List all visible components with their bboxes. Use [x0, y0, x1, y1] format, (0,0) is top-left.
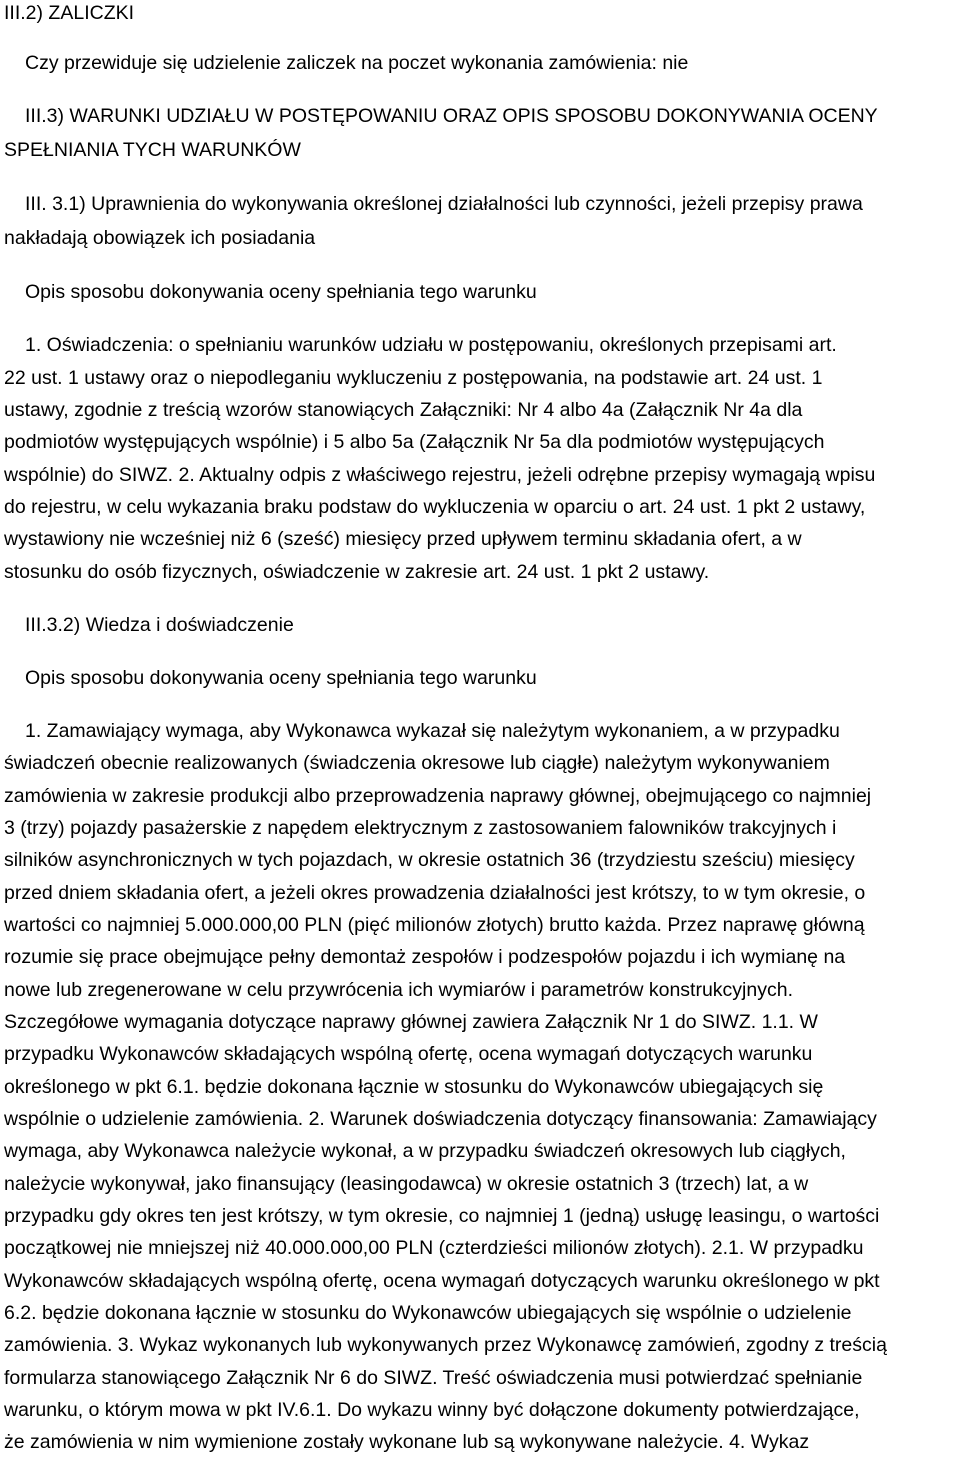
wiedza-body-line: przypadku gdy okres ten jest krótszy, w tym okresie, co najmniej 1 (jedną) usługę leasingu, o wartości [4, 1205, 880, 1227]
wiedza-body-line: wymaga, aby Wykonawca należycie wykonał, a w przypadku świadczeń okresowych lub ciągłych, [4, 1140, 846, 1162]
uprawnienia-body-line: stosunku do osób fizycznych, oświadczenie w zakresie art. 24 ust. 1 pkt 2 ustawy. [4, 561, 710, 583]
zaliczki-question: Czy przewiduje się udzielenie zaliczek na poczet wykonania zamówienia: nie [25, 52, 689, 74]
wiedza-body-line: 1. Zamawiający wymaga, aby Wykonawca wykazał się należytym wykonaniem, a w przypadku [25, 720, 840, 742]
wiedza-body-line: 6.2. będzie dokonana łącznie w stosunku do Wykonawców ubiegających się wspólnie o udzielenie [4, 1302, 852, 1324]
wiedza-body-line: określonego w pkt 6.1. będzie dokonana łącznie w stosunku do Wykonawców ubiegających się [4, 1076, 824, 1098]
uprawnienia-body-line: ustawy, zgodnie z treścią wzorów stanowiących Załączniki: Nr 4 albo 4a (Załącznik Nr 4a dla [4, 399, 803, 421]
wiedza-body-line: należycie wykonywał, jako finansujący (leasingodawca) w okresie ostatnich 3 (trzech) lat, a w [4, 1173, 809, 1195]
uprawnienia-body-line: do rejestru, w celu wykazania braku podstaw do wykluczenia w oparciu o art. 24 ust. 1 pkt 2 ustawy, [4, 496, 866, 518]
section-heading-warunki-line1: III.3) WARUNKI UDZIAŁU W POSTĘPOWANIU ORAZ OPIS SPOSOBU DOKONYWANIA OCENY [25, 105, 878, 127]
wiedza-body-line: zamówienia. 3. Wykaz wykonanych lub wykonywanych przez Wykonawcę zamówień, zgodny z treścią [4, 1334, 887, 1356]
wiedza-body-line: wartości co najmniej 5.000.000,00 PLN (pięć milionów złotych) brutto każda. Przez naprawę główną [4, 914, 865, 936]
wiedza-body-line: przypadku Wykonawców składających wspólną ofertę, ocena wymagań dotyczących warunku [4, 1043, 813, 1065]
wiedza-body-line: Wykonawców składających wspólną ofertę, ocena wymagań dotyczących warunku określonego w pkt [4, 1270, 880, 1292]
wiedza-body-line: świadczeń obecnie realizowanych (świadczenia okresowe lub ciągłe) należytym wykonywaniem [4, 752, 830, 774]
opis-label-wiedza: Opis sposobu dokonywania oceny spełniania tego warunku [25, 667, 537, 689]
uprawnienia-body-line: 22 ust. 1 ustawy oraz o niepodleganiu wykluczeniu z postępowania, na podstawie art. 24 ust. 1 [4, 367, 823, 389]
uprawnienia-body-line: wystawiony nie wcześniej niż 6 (sześć) miesięcy przed upływem terminu składania ofert, a w [4, 528, 802, 550]
subsection-heading-wiedza: III.3.2) Wiedza i doświadczenie [25, 614, 294, 636]
section-heading-warunki-line2: SPEŁNIANIA TYCH WARUNKÓW [4, 139, 301, 161]
wiedza-body-line: przed dniem składania ofert, a jeżeli okres prowadzenia działalności jest krótszy, to w tym okresie, o [4, 882, 866, 904]
wiedza-body-line: 3 (trzy) pojazdy pasażerskie z napędem elektrycznym z zastosowaniem falowników trakcyjnych i [4, 817, 837, 839]
subsection-heading-uprawnienia-line1: III. 3.1) Uprawnienia do wykonywania określonej działalności lub czynności, jeżeli przepisy prawa [25, 193, 863, 215]
wiedza-body-line: zamówienia w zakresie produkcji albo przeprowadzenia naprawy głównej, obejmującego co najmniej [4, 785, 872, 807]
uprawnienia-body-line: podmiotów występujących wspólnie) i 5 albo 5a (Załącznik Nr 5a dla podmiotów występujących [4, 431, 825, 453]
wiedza-body-line: nowe lub zregenerowane w celu przywrócenia ich wymiarów i parametrów konstrukcyjnych. [4, 979, 793, 1001]
wiedza-body-line: warunku, o którym mowa w pkt IV.6.1. Do wykazu winny być dołączone dokumenty potwierdzające, [4, 1399, 860, 1421]
uprawnienia-body-line: wspólnie) do SIWZ. 2. Aktualny odpis z właściwego rejestru, jeżeli odrębne przepisy wymagają wpisu [4, 464, 876, 486]
opis-label-uprawnienia: Opis sposobu dokonywania oceny spełniania tego warunku [25, 281, 537, 303]
wiedza-body-line: Szczegółowe wymagania dotyczące naprawy głównej zawiera Załącznik Nr 1 do SIWZ. 1.1. W [4, 1011, 818, 1033]
uprawnienia-body-line: 1. Oświadczenia: o spełnianiu warunków udziału w postępowaniu, określonych przepisami art. [25, 334, 837, 356]
wiedza-body-line: rozumie się prace obejmujące pełny demontaż zespołów i podzespołów pojazdu i ich wymianę na [4, 946, 846, 968]
wiedza-body-line: wspólnie o udzielenie zamówienia. 2. Warunek doświadczenia dotyczący finansowania: Zamawiający [4, 1108, 877, 1130]
wiedza-body-line: silników asynchronicznych w tych pojazdach, w okresie ostatnich 36 (trzydziestu sześciu) miesięcy [4, 849, 855, 871]
wiedza-body-line: początkowej nie mniejszej niż 40.000.000,00 PLN (czterdzieści milionów złotych). 2.1. W przypadku [4, 1237, 864, 1259]
wiedza-body-line: formularza stanowiącego Załącznik Nr 6 do SIWZ. Treść oświadczenia musi potwierdzać spełnianie [4, 1367, 863, 1389]
section-heading-zaliczki: III.2) ZALICZKI [4, 2, 135, 24]
subsection-heading-uprawnienia-line2: nakładają obowiązek ich posiadania [4, 227, 316, 249]
wiedza-body-line: że zamówienia w nim wymienione zostały wykonane lub są wykonywane należycie. 4. Wykaz [4, 1431, 810, 1453]
